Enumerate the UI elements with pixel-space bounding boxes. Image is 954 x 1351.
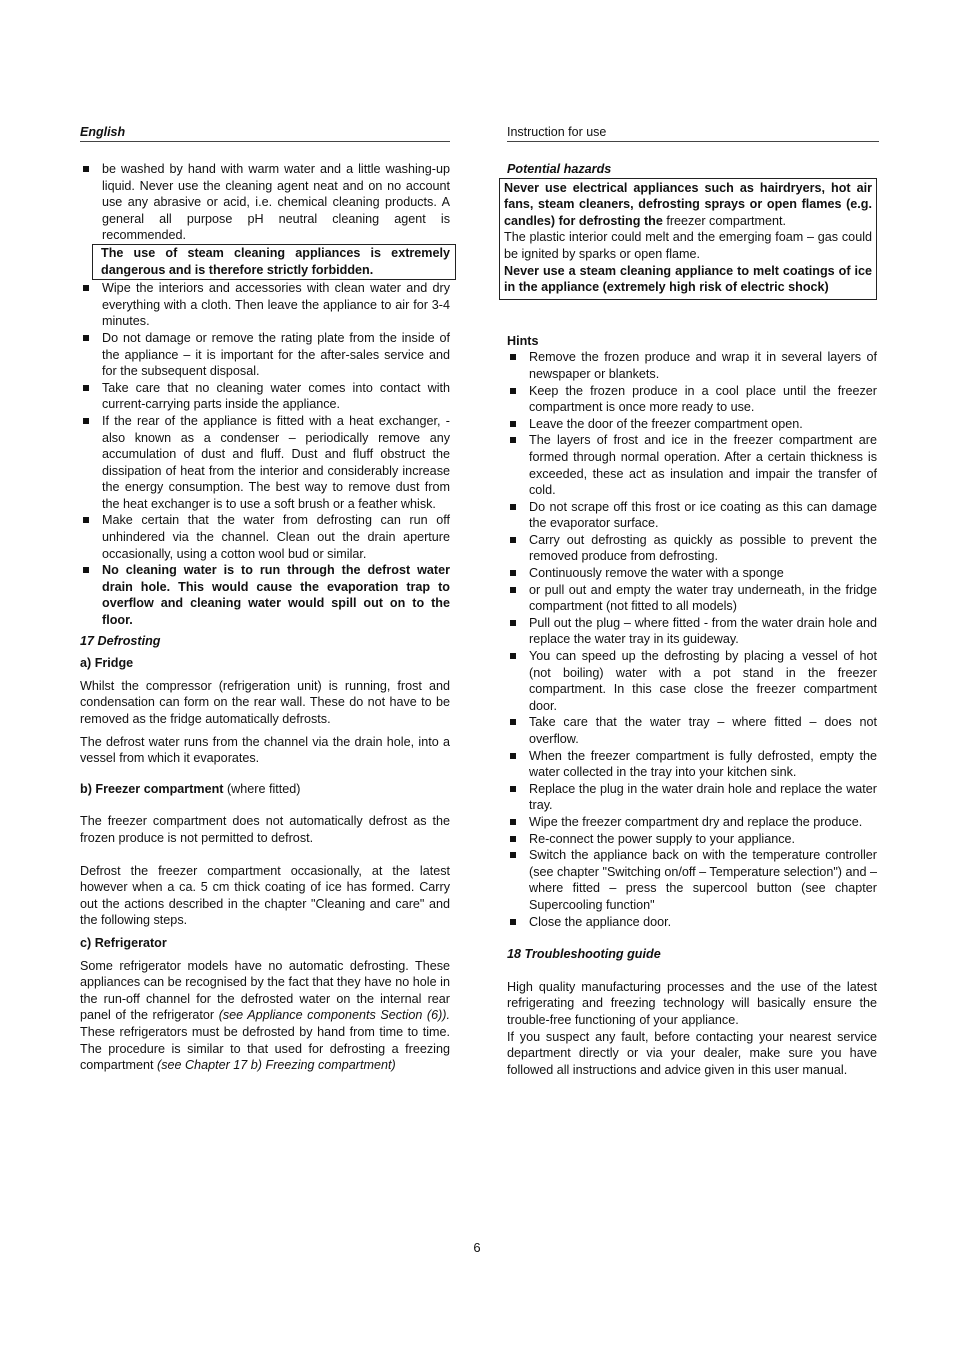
reference: (see Appliance components Section (6)).: [214, 1008, 450, 1023]
paragraph: Defrost the freezer compartment occasionally, at the latest however when a ca. 5 cm thick coating of ice has formed. Carry out the actions described in the chapter "Cleaning and care" and the following steps.: [80, 863, 450, 928]
cleaning-list: [80, 161, 450, 244]
subheading-freezer-suffix: (where fitted): [223, 781, 301, 796]
list-item: Take care that the water tray – where fitted – does not overflow.: [507, 714, 877, 747]
page-number: 6: [473, 1240, 481, 1255]
hazards-title: Potential hazards: [507, 162, 612, 176]
list-item: The layers of frost and ice in the freezer compartment are formed through normal operation. After a certain thickness is exceeded, these act as insulation and impair the transfer of cold.: [507, 432, 877, 498]
list-item: be washed by hand with warm water and a little washing-up liquid. Never use the cleaning agent neat and on no account use any abrasive or acid, i.e. chemical cleaning products. A general all purpose pH neutral cleaning agent is recommended.: [80, 161, 450, 244]
section-heading-defrosting: 17 Defrosting: [80, 633, 161, 648]
left-column: [80, 124, 450, 1074]
list-item: You can speed up the defrosting by placing a vessel of hot (not boiling) water with a pot stand in the freezer compartment. In this case close the freezer compartment door.: [507, 648, 877, 714]
hazard-bold: Never use electrical appliances such as hairdryers, hot air fans, steam cleaners, defrosting sprays or open flames (e.g. candles) for defrosting the: [504, 180, 872, 228]
hazard-paragraph-bold: Never use a steam cleaning appliance to melt coatings of ice in the appliance (extremely high risk of electric shock): [504, 263, 872, 295]
list-item: Switch the appliance back on with the temperature controller (see chapter "Switching on/off – Temperature selection") and – where fitted – press the supercool button (see chapter Supercooling function": [507, 847, 877, 913]
hazard-paragraph: [504, 180, 872, 230]
list-item: Carry out defrosting as quickly as possible to prevent the removed produce from defrosting.: [507, 532, 877, 565]
text: Some refrigerator models have no automatic defrosting. These appliances can be recognised by the fact that they have no hole in the run-off channel for the defrosted water on the internal rear panel of the refrigerator: [80, 958, 450, 1023]
hazard-tail: freezer compartment.: [662, 213, 787, 228]
list-item: Keep the frozen produce in a cool place until the freezer compartment is once more ready to use.: [507, 383, 877, 416]
list-item: Do not scrape off this frost or ice coating as this can damage the evaporator surface.: [507, 499, 877, 532]
language-header: English: [80, 124, 450, 142]
hazard-paragraph: The plastic interior could melt and the emerging foam – gas could be ignited by sparks or open flame.: [504, 230, 872, 261]
paragraph: The freezer compartment does not automatically defrost as the frozen produce is not permitted to defrost.: [80, 814, 450, 845]
list-item: Wipe the interiors and accessories with clean water and dry everything with a cloth. Then leave the appliance to air for 3-4 minutes.: [80, 280, 450, 330]
list-item: Continuously remove the water with a sponge: [507, 565, 877, 582]
section-heading-troubleshooting: 18 Troubleshooting guide: [507, 947, 661, 962]
reference: (see Chapter 17 b) Freezing compartment): [153, 1058, 396, 1073]
list-item-bold-warning: No cleaning water is to run through the defrost water drain hole. This would cause the evaporation trap to overflow and cleaning water would spill out on to the floor.: [80, 562, 450, 628]
list-item: Re-connect the power supply to your appliance.: [507, 831, 877, 848]
paragraph: Whilst the compressor (refrigeration unit) is running, frost and condensation can form on the rear wall. These do not have to be removed as the fridge automatically defrosts.: [80, 678, 450, 726]
list-item: Take care that no cleaning water comes into contact with current-carrying parts inside the appliance.: [80, 380, 450, 413]
list-item: Replace the plug in the water drain hole and replace the water tray.: [507, 781, 877, 814]
hints-title: Hints: [507, 333, 539, 348]
list-item: Close the appliance door.: [507, 914, 877, 931]
paragraph: High quality manufacturing processes and the use of the latest refrigerating and freezing technology will basically ensure the trouble-free functioning of your appliance.: [507, 979, 877, 1027]
hints-list: [507, 349, 877, 930]
subheading-refrigerator: c) Refrigerator: [80, 935, 167, 950]
list-item: Remove the frozen produce and wrap it in several layers of newspaper or blankets.: [507, 349, 877, 382]
list-item: If the rear of the appliance is fitted with a heat exchanger, - also known as a condenser – periodically remove any accumulation of dust and fluff. Dust and fluff obstruct the dissipation of heat from the interior and considerably increase the energy consumption. The best way to remove dust from the heat exchanger is to use a soft brush or a feather whisk.: [80, 413, 450, 513]
list-item: When the freezer compartment is fully defrosted, empty the water collected in the tray into your kitchen sink.: [507, 748, 877, 781]
paragraph: The defrost water runs from the channel via the drain hole, into a vessel from which it evaporates.: [80, 734, 450, 766]
right-column: [504, 124, 878, 1078]
list-item: Pull out the plug – where fitted - from the water drain hole and replace the water tray in its guideway.: [507, 615, 877, 648]
subheading-fridge: a) Fridge: [80, 656, 134, 671]
list-item: Leave the door of the freezer compartment open.: [507, 416, 877, 433]
subheading-freezer-text: b) Freezer compartment: [80, 781, 224, 796]
list-item: Do not damage or remove the rating plate from the inside of the appliance – it is important for the after-sales service and for the subsequent disposal.: [80, 330, 450, 380]
subheading-freezer: [80, 781, 450, 798]
list-item: Make certain that the water from defrosting can run off unhindered via the channel. Clean out the drain aperture occasionally, using a cotton wool bud or similar.: [80, 512, 450, 562]
steam-warning-box: The use of steam cleaning appliances is extremely dangerous and is therefore strictly forbidden.: [92, 244, 456, 280]
paragraph: If you suspect any fault, before contacting your nearest service department directly or via your dealer, make sure you have followed all instructions and advice given in this user manual.: [507, 1029, 877, 1077]
document-header: Instruction for use: [507, 124, 879, 142]
list-item: Wipe the freezer compartment dry and replace the produce.: [507, 814, 877, 831]
list-item: or pull out and empty the water tray underneath, in the fridge compartment (not fitted to all models): [507, 582, 877, 615]
paragraph-refrigerator: [80, 958, 450, 1074]
hazards-box: [499, 178, 877, 300]
text: These refrigerators must be defrosted by hand from time to time. The procedure is similar to that used for defrosting a freezing compartment: [80, 1024, 450, 1073]
cleaning-list-continued: [80, 280, 450, 628]
